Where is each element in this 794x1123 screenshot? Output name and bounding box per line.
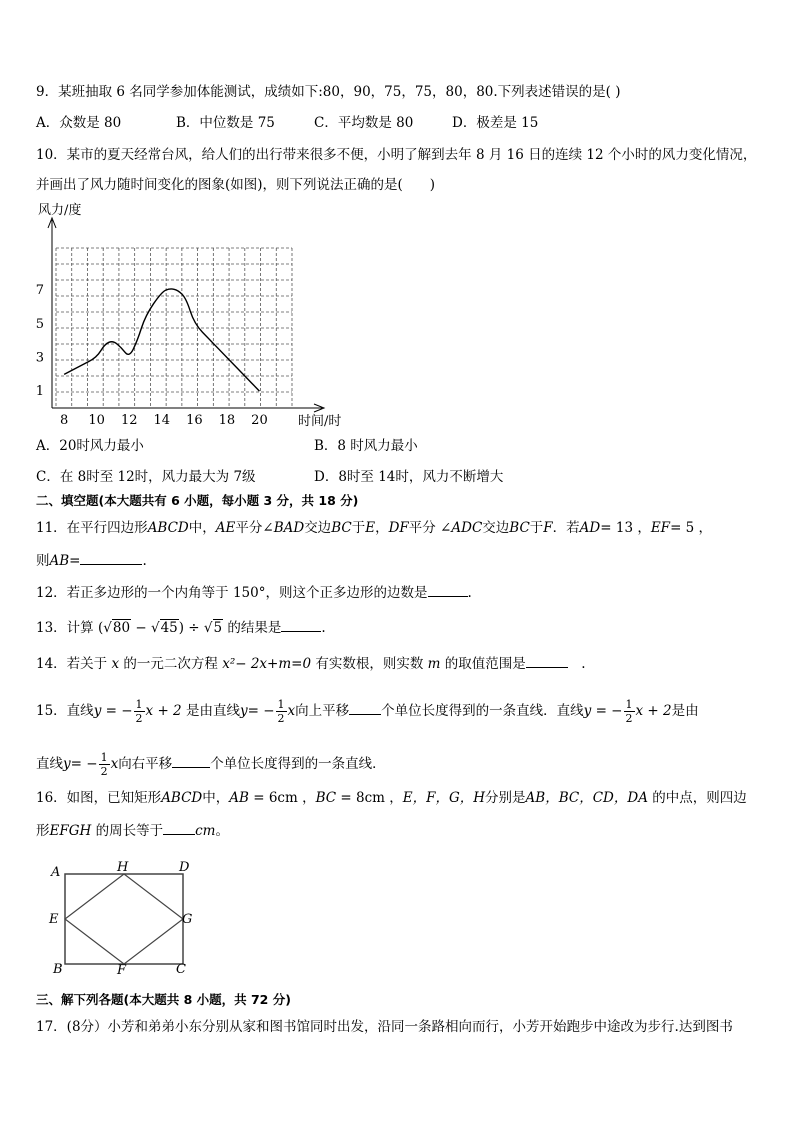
section3-heading: 三、解下列各题(本大题共 8 小题，共 72 分) [36,992,291,1007]
q10-stem-line2: 并画出了风力随时间变化的图象(如图)，则下列说法正确的是( ) [36,177,436,193]
label-f: F [117,963,127,978]
x-axis-title: 时间/时 [298,414,342,428]
q9-stem: 9．某班抽取 6 名同学参加体能测试，成绩如下:80，90，75，75，80，80.下列表述错误的是( ) [36,84,621,100]
rectangle-figure [45,860,205,980]
rectangle-abcd [65,874,183,964]
q16-answer-blank[interactable] [163,820,195,835]
label-g: G [182,912,193,927]
q12: 12．若正多边形的一个内角等于 150°，则这个正多边形的边数是 . [36,582,472,603]
q9-option-b: B．中位数是 75 [176,115,275,131]
label-c: C [176,962,186,977]
wind-chart [30,198,360,428]
q9-option-d: D．极差是 15 [452,115,539,131]
y-tick-label: 3 [35,350,44,366]
y-tick-label: 5 [35,316,44,332]
q10-option-d: D．8时至 14时，风力不断增大 [314,469,504,485]
y-tick-label: 1 [35,384,44,400]
x-tick-label: 20 [251,413,268,428]
q10-option-a: A．20时风力最小 [36,438,144,454]
q15-blank-2[interactable] [172,753,210,768]
x-tick-label: 12 [120,413,138,428]
x-tick-label: 8 [59,413,69,428]
label-e: E [49,912,59,927]
label-a: A [51,865,61,880]
q13: 13．计算 (√80 − √45) ÷ √5 的结果是 . [36,617,326,638]
q9-option-a: A．众数是 80 [36,115,122,131]
label-b: B [53,962,63,977]
q15-line1: 15．直线y = − $\frac{1}{2}$ x + 2 是由直线y= − $\frac{1}{2}$ x向上平移 个单位长度得到的一条直线．直线y = − $\frac{1}{2}$ x + 2是由 [36,698,699,725]
label-h: H [117,860,129,875]
y-axis-title: 风力/度 [38,203,82,218]
rhombus-efgh [65,874,183,964]
q15-blank-1[interactable] [349,700,381,715]
q9-option-c: C．平均数是 80 [314,115,414,131]
q10-option-c: C．在 8时至 12时，风力最大为 7级 [36,469,256,485]
q17: 17．(8分）小芳和弟弟小东分别从家和图书馆同时出发，沿同一条路相向而行，小芳开始跑步中途改为步行.达到图书 [36,1019,733,1035]
x-tick-label: 16 [186,413,203,428]
q10-stem-line1: 10．某市的夏天经常台风，给人们的出行带来很多不便，小明了解到去年 8 月 16 日的连续 12 个小时的风力变化情况， [36,147,757,163]
q12-answer-blank[interactable] [428,582,468,597]
q15-line2: 直线y= − $\frac{1}{2}$ x向右平移 个单位长度得到的一条直线． [36,751,386,778]
q13-answer-blank[interactable] [281,617,321,632]
label-d: D [179,860,190,875]
q10-option-b: B．8 时风力最小 [314,438,418,454]
x-tick-label: 14 [153,413,171,428]
q11-line1: 11．在平行四边形ABCD中，AE平分∠BAD交边BC于E，DF平分 ∠ADC交边BC于F．若AD= 13 ，EF= 5 ， [36,520,713,536]
q11-answer-blank[interactable] [80,550,142,565]
q14-answer-blank[interactable] [526,653,568,668]
x-tick-label: 18 [218,413,236,428]
y-tick-label: 7 [35,283,44,299]
q14: 14．若关于 x 的一元二次方程 x²− 2x+m=0 有实数根，则实数 m 的取值范围是 . [36,653,586,674]
q11-line2: 则AB= . [36,550,147,571]
section2-heading: 二、填空题(本大题共有 6 小题，每小题 3 分，共 18 分) [36,493,359,508]
q16-line1: 16．如图，已知矩形ABCD中，AB = 6cm ，BC = 8cm ，E，F，G，H分别是AB，BC，CD，DA 的中点，则四边 [36,790,747,806]
x-tick-label: 10 [88,413,105,428]
q16-line2: 形EFGH 的周长等于 cm。 [36,820,229,841]
